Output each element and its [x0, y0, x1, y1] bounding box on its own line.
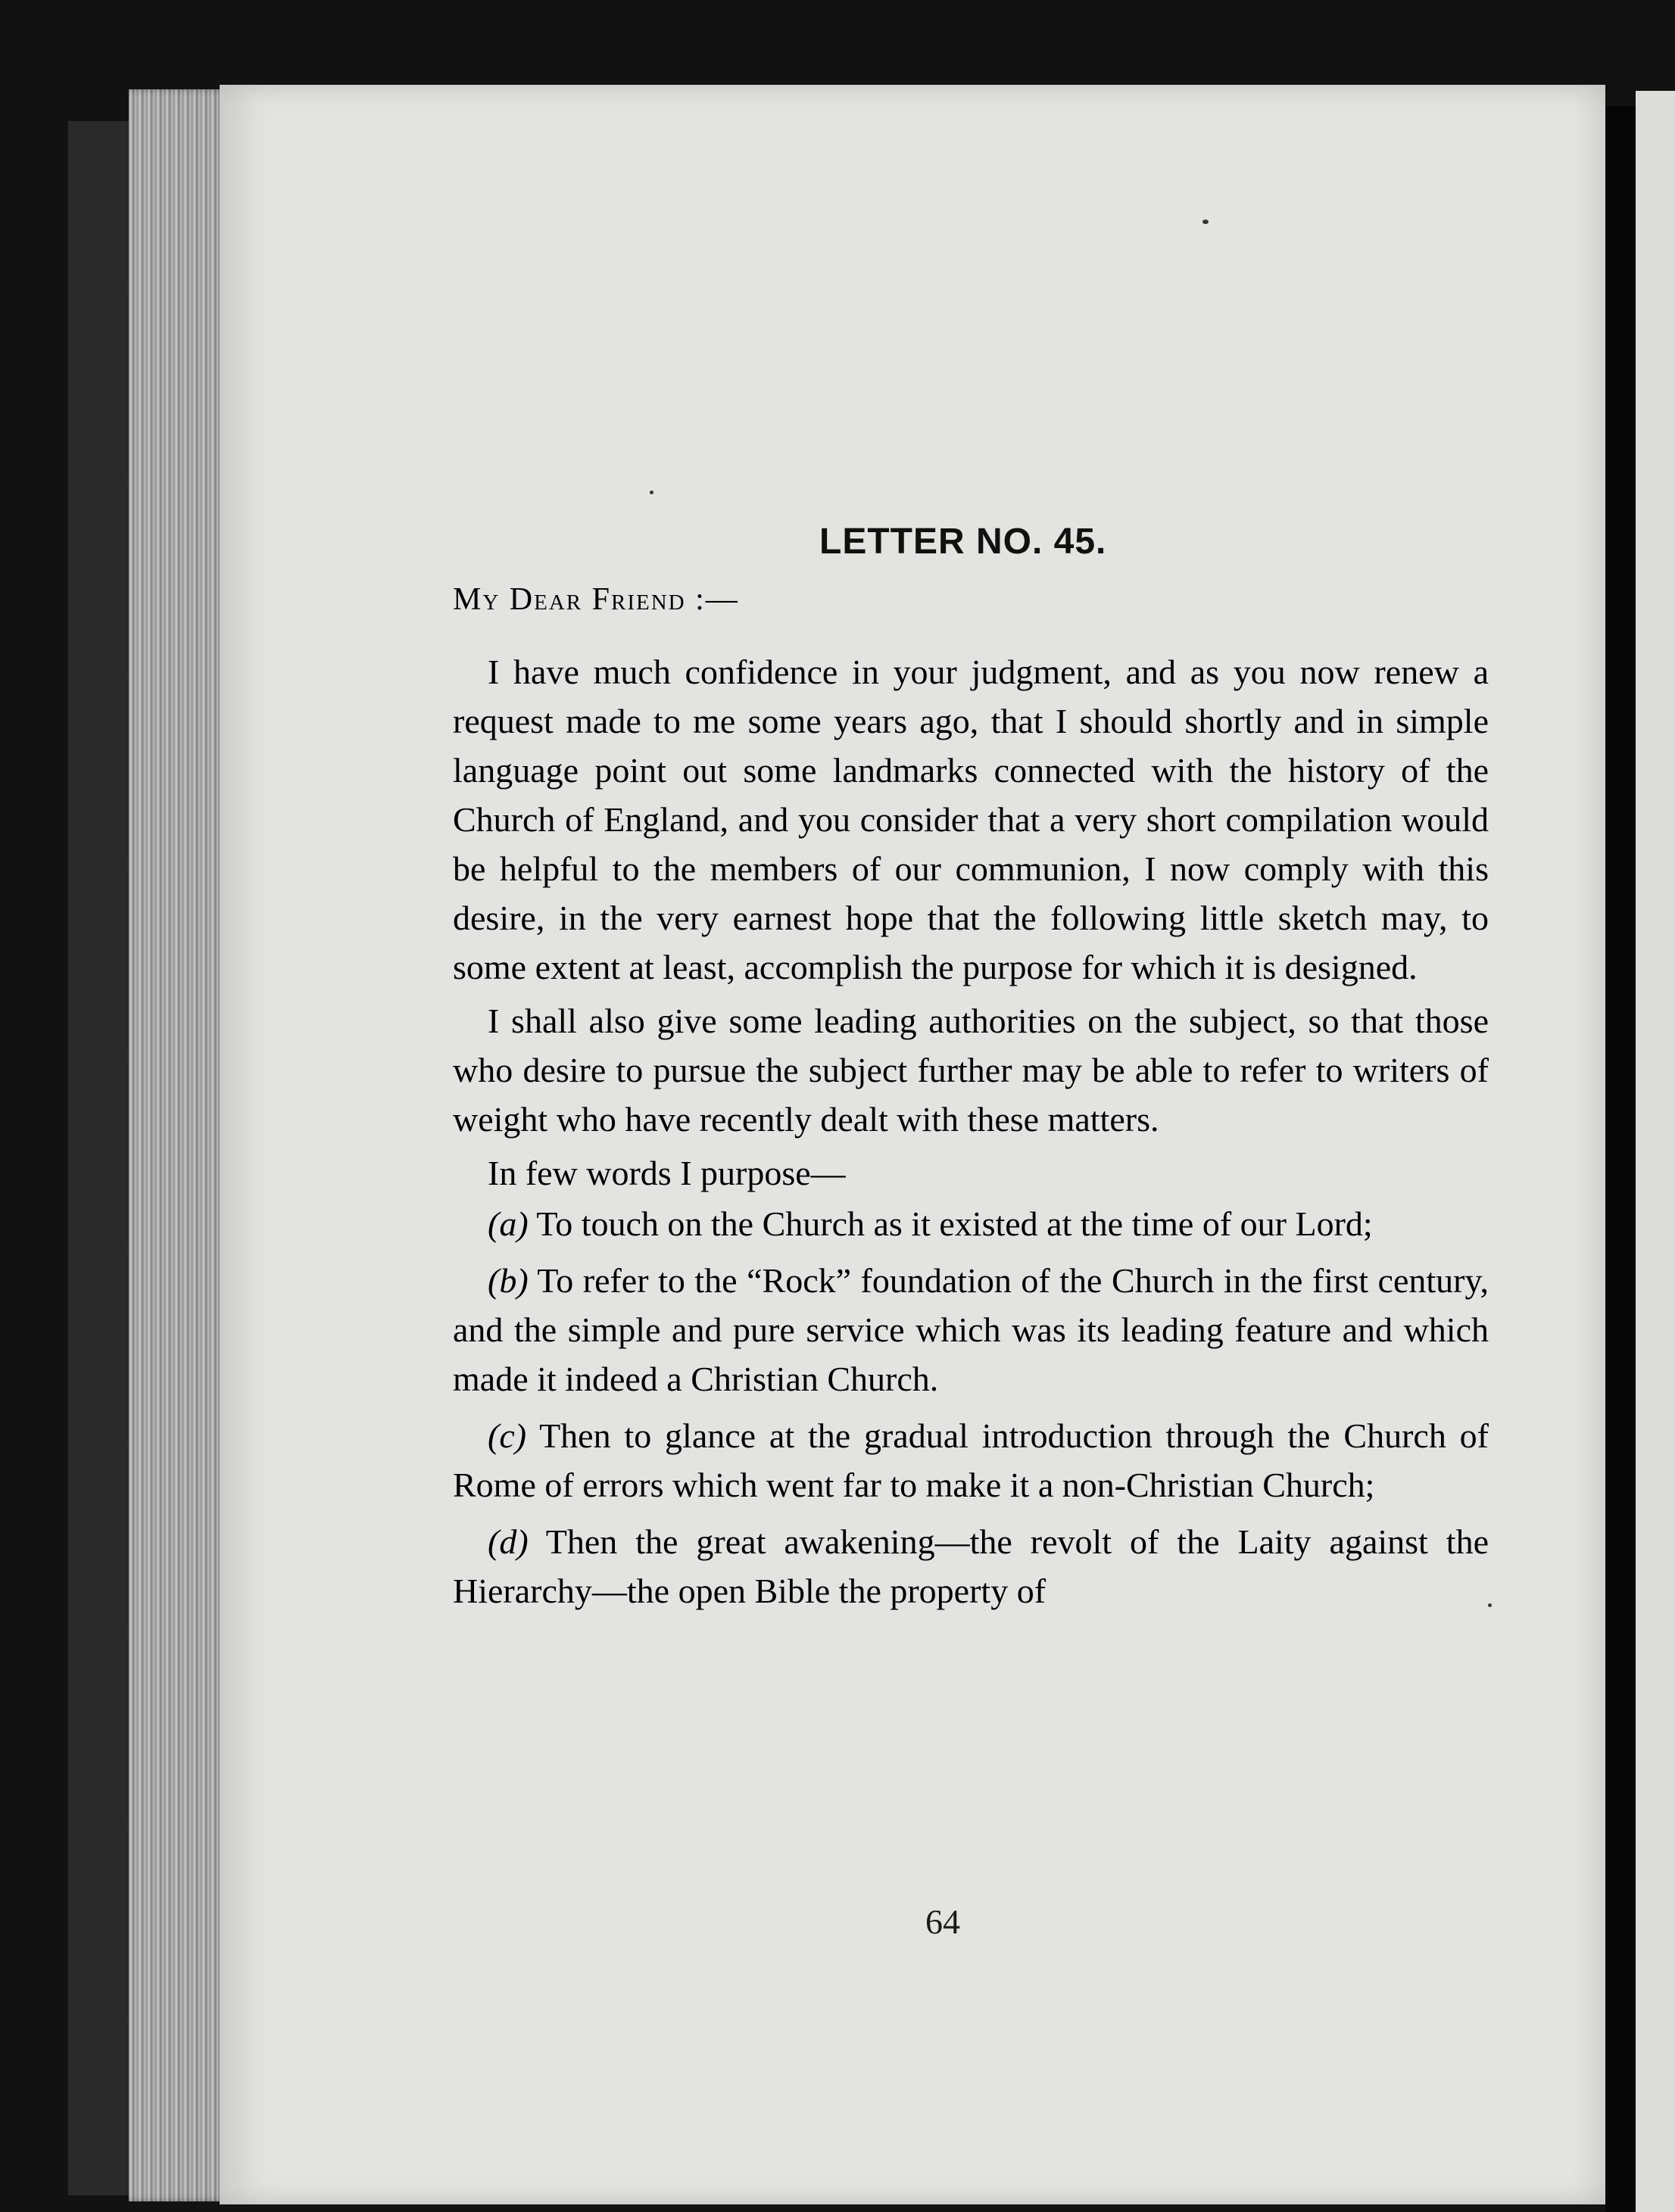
list-item-b [453, 1256, 1489, 1404]
paragraph: I shall also give some leading authorities on the subject, so that those who desire to pursue the subject further may be able to refer to writers of weight who have recently dealt with these matters. [453, 1002, 1489, 1139]
page-number: 64 [925, 1902, 960, 1941]
list-item-text: To refer to the “Rock” foundation of the Church in the first century, and the simple and pure service which was its leading feature and which made it indeed a Christian Church. [453, 1261, 1489, 1398]
letter-body [453, 647, 1489, 1623]
list-marker: (b) [488, 1261, 529, 1300]
stacked-page-edges [129, 89, 227, 2201]
list-item-c [453, 1411, 1489, 1509]
list-item-text: Then the great awakening—the revolt of the Laity against the Hierarchy—the open Bible the property of [453, 1522, 1489, 1610]
adjacent-page-edge [1636, 91, 1675, 2212]
list-marker: (d) [488, 1522, 529, 1561]
book-gutter [1605, 106, 1636, 2212]
list-item-text: Then to glance at the gradual introduction through the Church of Rome of errors which went far to make it a non-Christian Church; [453, 1416, 1489, 1504]
letter-heading: LETTER NO. 45. [819, 522, 1107, 562]
book-spine-shadow [68, 121, 129, 2195]
list-marker: (c) [488, 1416, 527, 1455]
dust-speck [1202, 220, 1209, 224]
list-marker: (a) [488, 1204, 529, 1243]
dust-speck [650, 491, 653, 494]
paragraph: In few words I purpose— [488, 1154, 846, 1192]
list-item-a [453, 1199, 1489, 1248]
list-item-d [453, 1517, 1489, 1615]
list-item-text: To touch on the Church as it existed at the time of our Lord; [536, 1204, 1373, 1243]
salutation: My Dear Friend :— [453, 582, 739, 617]
paragraph: I have much confidence in your judgment, and as you now renew a request made to me some years ago, that I should shortly and in simple language point out some landmarks connected with the history of the Church of England, and you consider that a very short compilation would be helpful to the members of our communion, I now comply with this desire, in the very earnest hope that the following little sketch may, to some extent at least, accomplish the purpose for which it is designed. [453, 653, 1489, 986]
